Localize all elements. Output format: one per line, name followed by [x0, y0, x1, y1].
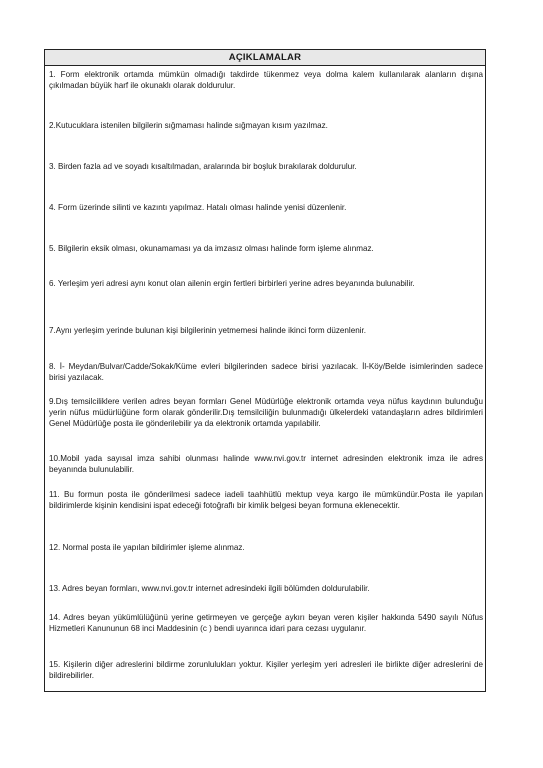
explanation-item-6: 6. Yerleşim yeri adresi aynı konut olan ailenin ergin fertleri birbirleri yerine adres beyanında bulunabilir.: [49, 279, 415, 288]
explanation-item-2: 2.Kutucuklara istenilen bilgilerin sığmaması halinde sığmayan kısım yazılmaz.: [49, 121, 328, 130]
explanation-item-3: 3. Birden fazla ad ve soyadı kısaltılmadan, aralarında bir boşluk bırakılarak doldurulur.: [49, 162, 357, 171]
explanation-item-13: 13. Adres beyan formları, www.nvi.gov.tr internet adresindeki ilgili bölümden doldurulabilir.: [49, 584, 370, 593]
explanation-item-4: 4. Form üzerinde silinti ve kazıntı yapılmaz. Hatalı olması halinde yenisi düzenlenir.: [49, 203, 347, 212]
explanation-item-12: 12. Normal posta ile yapılan bildirimler işleme alınmaz.: [49, 543, 245, 552]
explanation-item-11: 11. Bu formun posta ile gönderilmesi sadece iadeli taahhütlü mektup veya kargo ile mümkündür.Posta ile yapılan bildirimlerde kişinin kendisini ispat edeceği fotoğraflı bir kimlik belgesi beyan formuna eklenecektir.: [49, 490, 483, 510]
explanations-title: AÇIKLAMALAR: [45, 50, 485, 66]
explanation-item-1: 1. Form elektronik ortamda mümkün olmadığı takdirde tükenmez veya dolma kalem kullanılarak alanların dışına çıkılmadan büyük harf ile okunaklı olarak doldurulur.: [49, 70, 483, 90]
explanation-item-8: 8. İ- Meydan/Bulvar/Cadde/Sokak/Küme evleri bilgilerinden sadece birisi yazılacak. İl-Köy/Belde isimlerinden sadece birisi yazılacak.: [49, 362, 483, 382]
explanation-item-9: 9.Dış temsilciliklere verilen adres beyan formları Genel Müdürlüğe elektronik ortamda veya nüfus kaydının bulunduğu yerin nüfus müdürlüğüne form olarak gönderilir.Dış temsilciliğin bulunmadığı ülkelerdeki vatandaşların adres bildirimleri Genel Müdürlüğe posta ile gönderilebilir ya da elektronik ortamda yapılabilir.: [49, 397, 483, 428]
explanations-box: [44, 49, 486, 692]
explanation-item-14: 14. Adres beyan yükümlülüğünü yerine getirmeyen ve gerçeğe aykırı beyan veren kişiler hakkında 5490 sayılı Nüfus Hizmetleri Kanununun 68 inci Maddesinin (c ) bendi uyarınca idari para cezası uygulanır.: [49, 613, 483, 633]
explanation-item-15: 15. Kişilerin diğer adreslerini bildirme zorunlulukları yoktur. Kişiler yerleşim yeri adresleri ile birlikte diğer adreslerini de bildirebilirler.: [49, 660, 483, 680]
explanation-item-10: 10.Mobil yada sayısal imza sahibi olunması halinde www.nvi.gov.tr internet adresinden elektronik imza ile adres beyanında bulunulabilir.: [49, 454, 483, 474]
explanation-item-5: 5. Bilgilerin eksik olması, okunamaması ya da imzasız olması halinde form işleme alınmaz.: [49, 244, 374, 253]
explanation-item-7: 7.Aynı yerleşim yerinde bulunan kişi bilgilerinin yetmemesi halinde ikinci form düzenlenir.: [49, 326, 367, 335]
